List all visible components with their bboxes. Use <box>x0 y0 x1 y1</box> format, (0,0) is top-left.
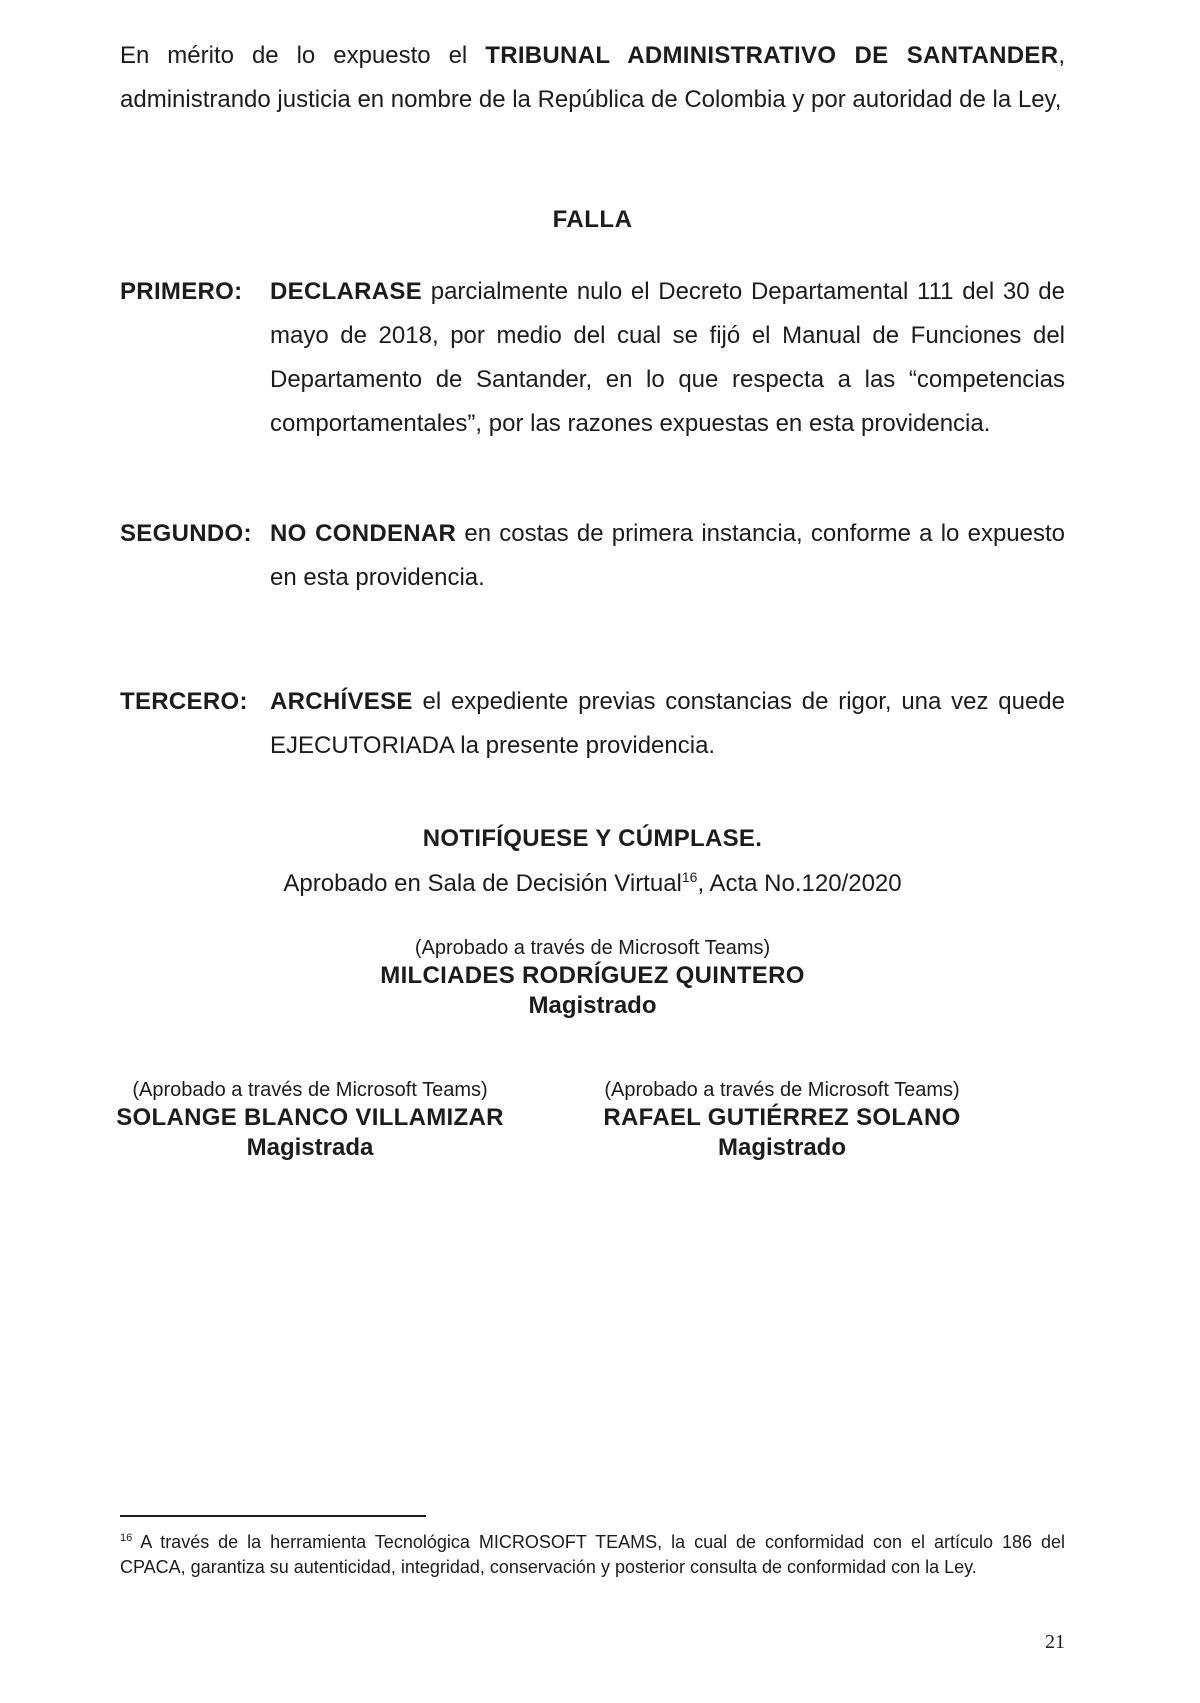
intro-pre-text: En mérito de lo expuesto el <box>120 42 486 69</box>
signature-block-presiding <box>300 935 885 1021</box>
signature-approval-note: (Aprobado a través de Microsoft Teams) <box>604 1079 960 1101</box>
ruling-heading: FALLA <box>552 206 633 233</box>
approval-line <box>0 870 1185 898</box>
clause-label: TERCERO: <box>120 688 248 715</box>
page-number: 21 <box>1045 1631 1065 1653</box>
notification-line: NOTIFÍQUESE Y CÚMPLASE. <box>422 825 763 852</box>
intro-post-text: , administrando justicia en nombre de la República de Colombia y por autoridad de la Ley, <box>120 42 1065 113</box>
signature-approval-note: (Aprobado a través de Microsoft Teams) <box>414 937 771 959</box>
clause-body <box>270 512 1065 600</box>
clause-primero <box>120 270 1065 446</box>
clause-text: parcialmente nulo el Decreto Departamental 111 del 30 de mayo de 2018, por medio del cual se fijó el Manual de Funciones del Departamento de Santander, en lo que respecta a las “competencias comportamentales”, por las razones expuestas en esta providencia. <box>270 278 1065 437</box>
clause-segundo <box>120 512 1065 600</box>
signature-block-right <box>572 1077 992 1163</box>
clause-verb: DECLARASE <box>270 278 423 305</box>
footnote-divider <box>120 1515 426 1517</box>
clause-body <box>270 270 1065 446</box>
clause-verb: NO CONDENAR <box>270 520 457 547</box>
signature-block-left <box>100 1077 520 1163</box>
clause-body <box>270 680 1065 768</box>
clause-text: en costas de primera instancia, conforme a lo expuesto en esta providencia. <box>270 520 1066 591</box>
clause-label: SEGUNDO: <box>120 520 252 547</box>
approval-act-text: , Acta No.120/2020 <box>697 870 902 897</box>
signer-name: RAFAEL GUTIÉRREZ SOLANO <box>603 1104 961 1131</box>
signer-role: Magistrada <box>246 1134 374 1161</box>
signer-name: SOLANGE BLANCO VILLAMIZAR <box>116 1104 504 1131</box>
clause-tercero <box>120 680 1065 768</box>
approval-text: Aprobado en Sala de Decisión Virtual <box>283 870 682 897</box>
signature-approval-note: (Aprobado a través de Microsoft Teams) <box>132 1079 488 1101</box>
court-name: TRIBUNAL ADMINISTRATIVO DE SANTANDER <box>485 42 1059 69</box>
signer-name: MILCIADES RODRÍGUEZ QUINTERO <box>380 962 805 989</box>
signer-role: Magistrado <box>528 992 657 1019</box>
clause-label: PRIMERO: <box>120 278 243 305</box>
signer-role: Magistrado <box>717 1134 846 1161</box>
footnote-reference: 16 <box>681 869 698 885</box>
clause-text: el expediente previas constancias de rigor, una vez quede EJECUTORIADA la presente providencia. <box>270 688 1065 759</box>
intro-paragraph <box>120 34 1065 122</box>
footnote-number: 16 <box>120 1532 133 1544</box>
footnote <box>120 1530 1065 1580</box>
clause-verb: ARCHÍVESE <box>270 688 413 715</box>
footnote-text: A través de la herramienta Tecnológica MICROSOFT TEAMS, la cual de conformidad con el artículo 186 del CPACA, garantiza su autenticidad, integridad, conservación y posterior consulta de conformidad con la Ley. <box>120 1532 1065 1577</box>
